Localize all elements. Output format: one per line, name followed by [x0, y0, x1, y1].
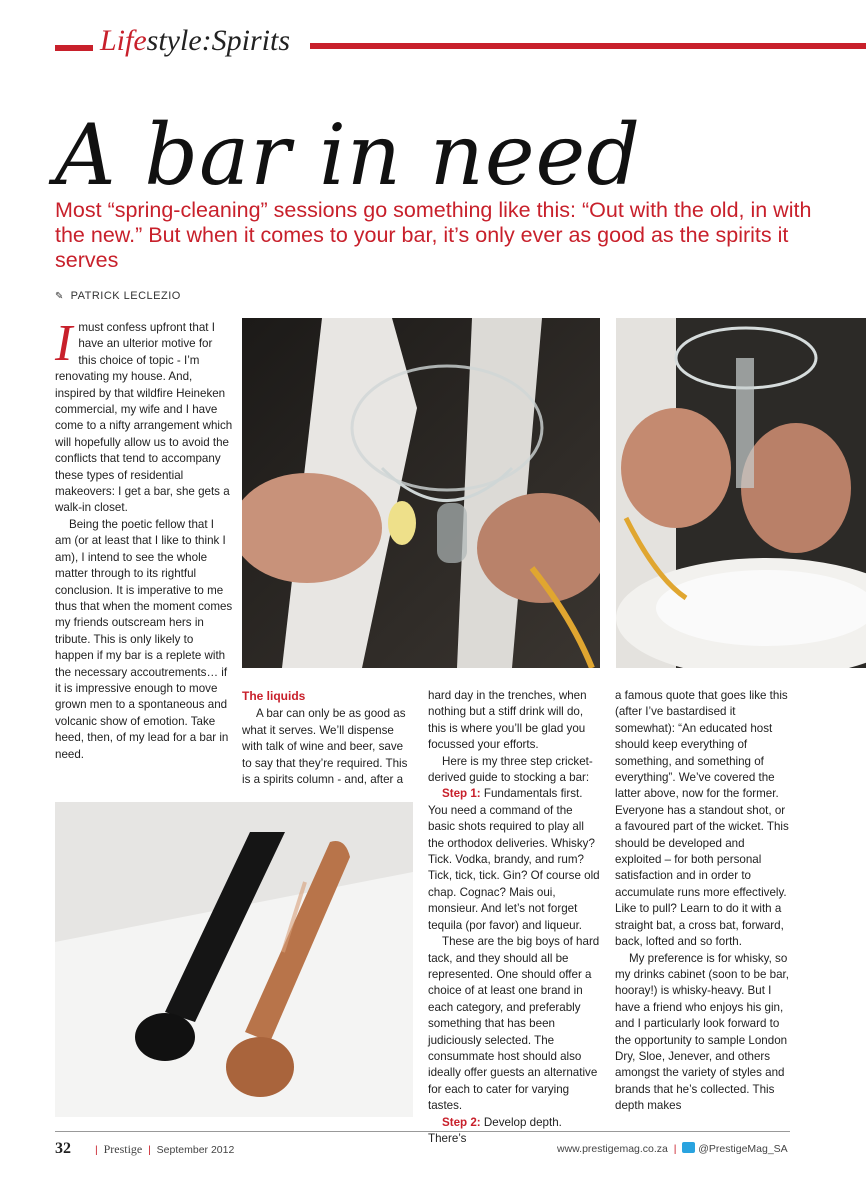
column-3: [428, 688, 600, 1147]
magazine-name: Prestige: [103, 1142, 143, 1156]
paragraph: [428, 786, 600, 934]
twitter-icon: [682, 1142, 695, 1153]
photo-muddlers: [55, 802, 413, 1117]
step-label: Step 1:: [442, 787, 481, 801]
photo-salted-glass: [616, 318, 866, 668]
divider: |: [95, 1144, 98, 1156]
website-link[interactable]: www.prestigemag.co.za: [557, 1143, 668, 1155]
header-rule-left: [55, 45, 93, 51]
divider: |: [148, 1144, 151, 1156]
section-title-accent: Life: [100, 24, 147, 57]
paragraph-text: Develop depth. There’s: [428, 1115, 562, 1145]
twitter-handle[interactable]: @PrestigeMag_SA: [698, 1143, 788, 1155]
section-title: [100, 24, 290, 58]
drop-cap: I: [55, 315, 73, 372]
footer-rule: [55, 1131, 790, 1132]
section-title-rest: style:Spirits: [146, 24, 290, 57]
paragraph: hard day in the trenches, when nothing but a stiff drink will do, this is where you’ll be glad you focussed your efforts.: [428, 689, 587, 752]
header-rule-right: [310, 43, 866, 49]
paragraph: Being the poetic fellow that I am (or at least that I like to think I am), I intend to see the whole matter through to its rightful conclusion. It is imperative to me thus that when the moment comes my friends outscream hers in tribute. This is only likely to happen if my bar is a replete with the necessary accoutrements… if it is impressive enough to move grown men to a spontaneous and volcanic show of emotion. Take heed, then, of my lead for a bar in need.: [55, 517, 233, 761]
column-2: [242, 688, 412, 788]
issue-date: September 2012: [156, 1144, 235, 1156]
column-1: [55, 315, 233, 763]
standfirst: Most “spring-cleaning” sessions go something like this: “Out with the old, in with the new.” But when it comes to your bar, it’s only ever as good as the spirits it serves: [55, 198, 812, 272]
step-label: Step 2:: [442, 1115, 481, 1129]
paragraph: My preference is for whisky, so my drinks cabinet (soon to be bar, hooray!) is whisky-heavy. But I have a friend who enjoys his gin, and I particularly look forward to the opportunity to sample London Dry, Sloe, Jenever, and others amongst the variety of styles and brands that he’s collected. This depth makes: [615, 951, 789, 1113]
subheading: The liquids: [242, 689, 306, 703]
paragraph: a famous quote that goes like this (after I’ve bastardised it somewhat): “An educated host should keep everything of something, and something of everything”. We’ve covered the latter above, now for the former. Everyone has a standout shot, or a favoured part of the wicket. This should be developed and exploited – for both personal satisfaction and in order to accumulate runs more effectively. Like to pull? Learn to do it with a straight bat, a cross bat, forward, back, lofted and so forth.: [615, 689, 789, 949]
page-number: 32: [55, 1140, 71, 1157]
column-4: [615, 688, 790, 1115]
footer-links: [557, 1142, 788, 1155]
paragraph: A bar can only be as good as what it serves. We’ll dispense with talk of wine and beer, save to say that they’re required. This is a spirits column - and, after a: [242, 707, 408, 787]
paragraph-text: must confess upfront that I have an ulterior motive for this choice of topic - I’m renovating my house. And, inspired by that wildfire Heineken commercial, my wife and I have come to a nifty arrangement which will hopefully allow us to avoid the conflicts that tend to accompany these types of residential makeovers: I get a bar, she gets a walk-in closet.: [55, 321, 233, 515]
byline-author: PATRICK LECLEZIO: [70, 290, 181, 302]
pen-icon: ✎: [55, 291, 64, 302]
footer-magazine: [95, 1142, 234, 1157]
paragraph: These are the big boys of hard tack, and they should all be represented. One should offer a choice of at least one brand in each category, and preferably something that has been judiciously selected. The consummate host should also ideally offer guests an alternative for each to cater for varying tastes.: [428, 935, 600, 1113]
photo-rimming-glass: [242, 318, 600, 668]
paragraph-text: Fundamentals first. You need a command of the basic shots required to play all the orthodox deliveries. Whisky? Tick. Vodka, brandy, and rum? Tick, tick, tick. Gin? Of course old chap. Cognac? Mais oui, monsieur. And let’s not forget tequila (por favor) and liqueur.: [428, 787, 600, 932]
divider: |: [673, 1143, 677, 1155]
paragraph: [55, 315, 233, 517]
byline: [55, 290, 181, 302]
paragraph: Here is my three step cricket-derived guide to stocking a bar:: [428, 754, 593, 785]
headline: A bar in need: [55, 106, 642, 204]
